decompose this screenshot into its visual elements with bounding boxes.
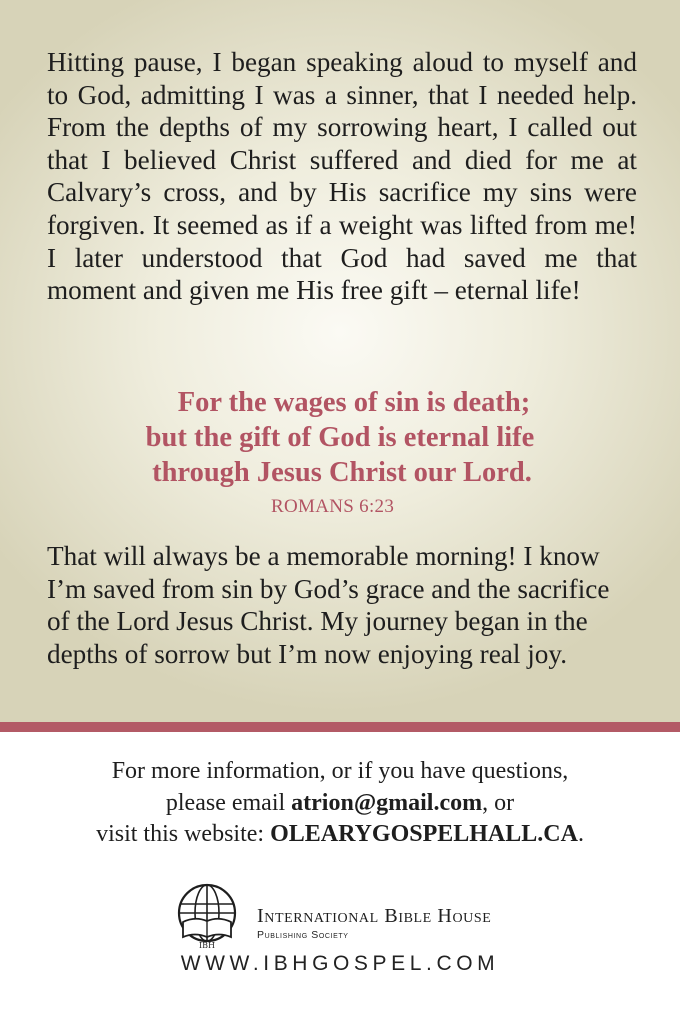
globe-book-logo-icon bbox=[173, 882, 241, 950]
contact-website-link[interactable]: OLEARYGOSPELHALL.CA bbox=[270, 821, 578, 847]
contact-website-suffix: . bbox=[577, 821, 584, 847]
contact-email-link[interactable]: atrion@gmail.com bbox=[291, 789, 483, 816]
contact-info bbox=[0, 756, 680, 851]
contact-website-prefix: visit this website: bbox=[96, 821, 271, 847]
publisher-block bbox=[257, 905, 491, 941]
testimony-paragraph-2: That will always be a memorable morning! I know I’m saved from sin by God’s grace and the sacrifice of the Lord Jesus Christ. My journey began in the depths of sorrow but I’m now enjoying real joy. bbox=[47, 541, 610, 669]
contact-email-suffix: , or bbox=[482, 789, 515, 816]
publisher-name: International Bible House bbox=[257, 905, 492, 927]
contact-email-prefix: please email bbox=[165, 789, 292, 816]
verse-line-3: through Jesus Christ our Lord. bbox=[152, 457, 532, 488]
logo-initials: IBH bbox=[198, 941, 216, 950]
publisher-website-link[interactable]: WWW.IBHGOSPEL.COM bbox=[180, 952, 500, 975]
testimony-paragraph-1: Hitting pause, I began speaking aloud to myself and to God, admitting I was a sinner, that I needed help. From the depths of my sorrowing heart, I called out that I believed Christ suffered and died for me at Calvary’s cross, and by His sacrifice my sins were forgiven. It seemed as if a weight was lifted from me! I later understood that God had saved me that moment and given me His free gift – eternal life! bbox=[47, 47, 637, 306]
section-divider bbox=[0, 722, 680, 732]
verse-line-1: For the wages of sin is death; bbox=[177, 387, 531, 418]
contact-line-2 bbox=[0, 788, 680, 820]
contact-line-3 bbox=[0, 819, 680, 851]
verse-line-2: but the gift of God is eternal life bbox=[145, 422, 535, 453]
publisher-subtitle: Publishing Society bbox=[257, 929, 349, 941]
scripture-verse bbox=[0, 385, 680, 490]
contact-line-1: For more information, or if you have questions, bbox=[111, 758, 569, 784]
verse-reference: ROMANS 6:23 bbox=[271, 496, 395, 517]
